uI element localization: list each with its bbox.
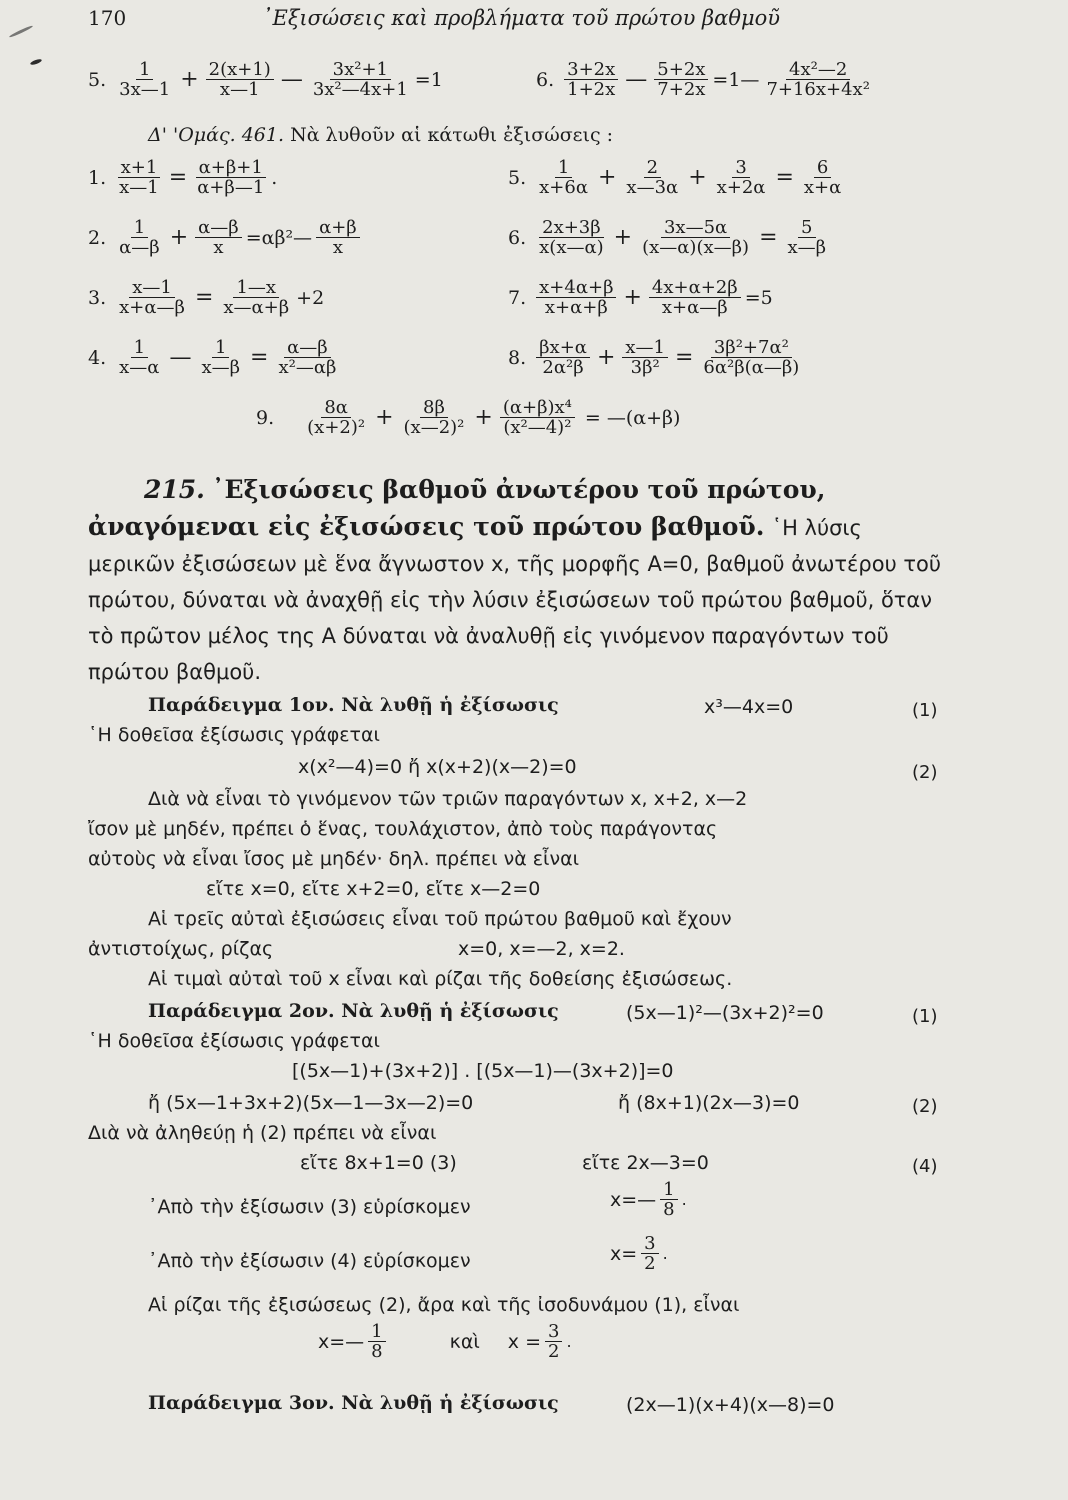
exercise-3: 3. $\frac{x—1}{x+\alpha—\beta}$ = $\frac{1—x}{x—\alpha+\beta}$ +2 <box>88 277 325 319</box>
section-215: 215. ᾿Εξισώσεις βαθμοῦ ἀνωτέρου τοῦ πρώτου, ἀναγόμεναι εἰς ἐξισώσεις τοῦ πρώτου βαθμοῦ. ῾Η λύσις μερικῶν ἐξισώσεων μὲ ἕνα ἄγνωστον x, τῆς μορφῆς Α=0, βαθμοῦ ἀνωτέρου τοῦ πρώτου, δύναται νὰ ἀναχθῇ εἰς τὴν λύσιν ἐξισώσεων τοῦ πρώτου βαθμοῦ, ὅταν τὸ πρῶτον μέλος της Α δύναται νὰ ἀναλυθῇ εἰς γινόμενον παραγόντων τοῦ πρώτου βαθμοῦ. <box>88 475 942 684</box>
fraction: 3+2x 1+2x <box>564 60 618 100</box>
fraction: $\frac{5+2x}{7+2x}$ <box>654 60 708 100</box>
exercise-7: 7. x+4α+β x+α+β + $\frac{4x+\alpha+2\beta}{x+\alpha—\beta}$ =5 <box>508 277 773 319</box>
example-1-equation: x³—4x=0 <box>704 696 794 718</box>
book-page: 170 ᾿Εξισώσεις καὶ προβλήματα τοῦ πρώτου βαθμοῦ 5. 1 3x—1 + $\frac{2(x+1)}{x—1}$ — $\frac{\text{3x²+1}}{\text{3x²—4x+1}}$ =1 6. 3+2x 1+2x — $\frac{5+2x}{7+2x}$ =1— 4x²—2 7+16x+4x² Δ' 'Ομάς. 461. Νὰ λυθοῦν αἱ κάτωθι ἐξισώσεις : 1. $\frac{x+1}{x—1}$ = $\frac{\alpha+\beta+1}{\alpha+\beta—1}$ . 2. 1 α—β + $\frac{\alpha—\beta}{x}$ =αβ²— α+β x 3. $\frac{x—1}{x+\alpha—\beta}$ = $\frac{1—x}{x—\alpha+\beta}$ +2 4. 1 x—α — $\frac{1}{x—\beta}$ = $\frac{\alpha—\beta}{\text{x²—αβ}}$ 5. 1 x+6α + $\frac{2}{x—3\alpha}$ + $\frac{3}{x+2\alpha}$ = $\frac{6}{x+\alpha}$ 6. 2x+3β x(x—α) + $\frac{3x—5\alpha}{(x—\alpha)(x—\beta)}$ = $\frac{5}{x—\beta}$ 7. x+4α+β x+α+β + $\frac{4x+\alpha+2\beta}{x+\alpha—\beta}$ =5 8. βx+α 2α²β + $\frac{x—1}{\text{3β²}}$ = $\frac{\text{3β²+7α²}}{\text{6α²β(α—β)}}$ 9. 8α (x+2)² + $\frac{8\beta}{\text{(x—2)²}}$ + $\frac{\text{(α+β)x⁴}}{\text{(x²—4)²}}$ = —(α+β) 215. ᾿Εξισώσεις βαθμοῦ ἀνωτέρου τοῦ πρώτου, ἀναγόμεναι εἰς ἐξισώσεις τοῦ πρώτου βαθμοῦ. ῾Η λύσις μερικῶν ἐξισώσεων μὲ ἕνα ἄγνωστον x, τῆς μορφῆς Α=0, βαθμοῦ ἀνωτέρου τοῦ πρώτου, δύναται νὰ ἀναχθῇ εἰς τὴν λύσιν ἐξισώσεων τοῦ πρώτου βαθμοῦ, ὅταν τὸ πρῶτον μέλος της Α δύναται νὰ ἀναλυθῇ εἰς γινόμενον παραγόντων τοῦ πρώτου βαθμοῦ. Παράδειγμα 1ον. Νὰ λυθῇ ἡ ἐξίσωσις x³—4x=0 (1) ῾Η δοθεῖσα ἐξίσωσις γράφεται x(x²—4)=0 ἤ x(x+2)(x—2)=0 (2) Διὰ νὰ εἶναι τὸ γινόμενον τῶν τριῶν παραγόντων x, x+2, x—2 ἴσον μὲ μηδέν, πρέπει ὁ ἕνας, τουλάχιστον, ἀπὸ τοὺς παράγοντας αὐτοὺς νὰ εἶναι ἴσος μὲ μηδέν· δηλ. πρέπει νὰ εἶναι εἴτε x=0, εἴτε x+2=0, εἴτε x—2=0 Αἱ τρεῖς αὐταὶ ἐξισώσεις εἶναι τοῦ πρώτου βαθμοῦ καὶ ἔχουν ἀντιστοίχως, ρίζας x=0, x=—2, x=2. Αἱ τιμαὶ αὐταὶ τοῦ x εἶναι καὶ ρίζαι τῆς δοθείσης ἐξισώσεως. Παράδειγμα 2ον. Νὰ λυθῇ ἡ ἐξίσωσις (5x—1)²—(3x+2)²=0 (1) ῾Η δοθεῖσα ἐξίσωσις γράφεται [(5x—1)+(3x+2)] . [(5x—1)—(3x+2)]=0 ἤ (5x—1+3x+2)(5x—1—3x—2)=0 ἤ (8x+1)(2x—3)=0 (2) Διὰ νὰ ἀληθεύῃ ἡ (2) πρέπει νὰ εἶναι εἴτε 8x+1=0 (3) εἴτε 2x—3=0 (4) ᾿Απὸ τὴν ἐξίσωσιν (3) εὑρίσκομεν x=— 1 8 . ᾿Απὸ τὴν ἐξίσωσιν (4) εὑρίσκομεν x= $\frac{3}{2}$ . Αἱ ρίζαι τῆς ἐξισώσεως (2), ἄρα καὶ τῆς ἰσοδυνάμου (1), εἶναι x=— 1 8 καὶ x = $\frac{3}{2}$ . Παράδειγμα 3ον. Νὰ λυθῇ ἡ ἐξίσωσις (2x—1)(x+4)(x—8)=0 <box>0 0 1068 1500</box>
exercise-top-5: 5. 1 3x—1 + $\frac{2(x+1)}{x—1}$ — $\frac{\text{3x²+1}}{\text{3x²—4x+1}}$ =1 <box>88 59 443 101</box>
exercise-6: 6. 2x+3β x(x—α) + $\frac{3x—5\alpha}{(x—\alpha)(x—\beta)}$ = $\frac{5}{x—\beta}$ <box>508 217 827 259</box>
fraction: $\frac{2(x+1)}{x—1}$ <box>206 60 274 100</box>
page-number: 170 <box>88 6 127 30</box>
exercise-group-heading: Δ' 'Ομάς. 461. Νὰ λυθοῦν αἱ κάτωθι ἐξισώσεις : <box>148 124 614 146</box>
example-1-title: Παράδειγμα 1ον. Νὰ λυθῇ ἡ ἐξίσωσις <box>148 694 559 716</box>
exercise-4: 4. 1 x—α — $\frac{1}{x—\beta}$ = $\frac{\alpha—\beta}{\text{x²—αβ}}$ <box>88 337 337 379</box>
exercise-8: 8. βx+α 2α²β + $\frac{x—1}{\text{3β²}}$ = $\frac{\text{3β²+7α²}}{\text{6α²β(α—β)}}$ <box>508 337 800 379</box>
example-3-equation: (2x—1)(x+4)(x—8)=0 <box>626 1394 835 1416</box>
scan-smudge <box>9 25 34 39</box>
scan-smudge <box>30 58 43 66</box>
exercise-top-6: 6. 3+2x 1+2x — $\frac{5+2x}{7+2x}$ =1— 4x²—2 7+16x+4x² <box>536 60 877 100</box>
example-2-equation: (5x—1)²—(3x+2)²=0 <box>626 1002 824 1024</box>
exercise-1: 1. $\frac{x+1}{x—1}$ = $\frac{\alpha+\beta+1}{\alpha+\beta—1}$ . <box>88 157 278 199</box>
fraction: 4x²—2 7+16x+4x² <box>766 59 870 101</box>
exercise-2: 2. 1 α—β + $\frac{\alpha—\beta}{x}$ =αβ²— α+β x <box>88 218 364 258</box>
running-title: ᾿Εξισώσεις καὶ προβλήματα τοῦ πρώτου βαθμοῦ <box>262 6 781 30</box>
fraction: $\frac{\text{3x²+1}}{\text{3x²—4x+1}}$ <box>312 59 408 101</box>
exercise-9: 9. 8α (x+2)² + $\frac{8\beta}{\text{(x—2)²}}$ + $\frac{\text{(α+β)x⁴}}{\text{(x²—4)²}}$ = —(α+β) <box>256 397 681 439</box>
example-3-title: Παράδειγμα 3ον. Νὰ λυθῇ ἡ ἐξίσωσις <box>148 1392 559 1414</box>
example-2-title: Παράδειγμα 2ον. Νὰ λυθῇ ἡ ἐξίσωσις <box>148 1000 559 1022</box>
exercise-5: 5. 1 x+6α + $\frac{2}{x—3\alpha}$ + $\frac{3}{x+2\alpha}$ = $\frac{6}{x+\alpha}$ <box>508 157 842 199</box>
fraction: 1 3x—1 <box>119 59 171 101</box>
